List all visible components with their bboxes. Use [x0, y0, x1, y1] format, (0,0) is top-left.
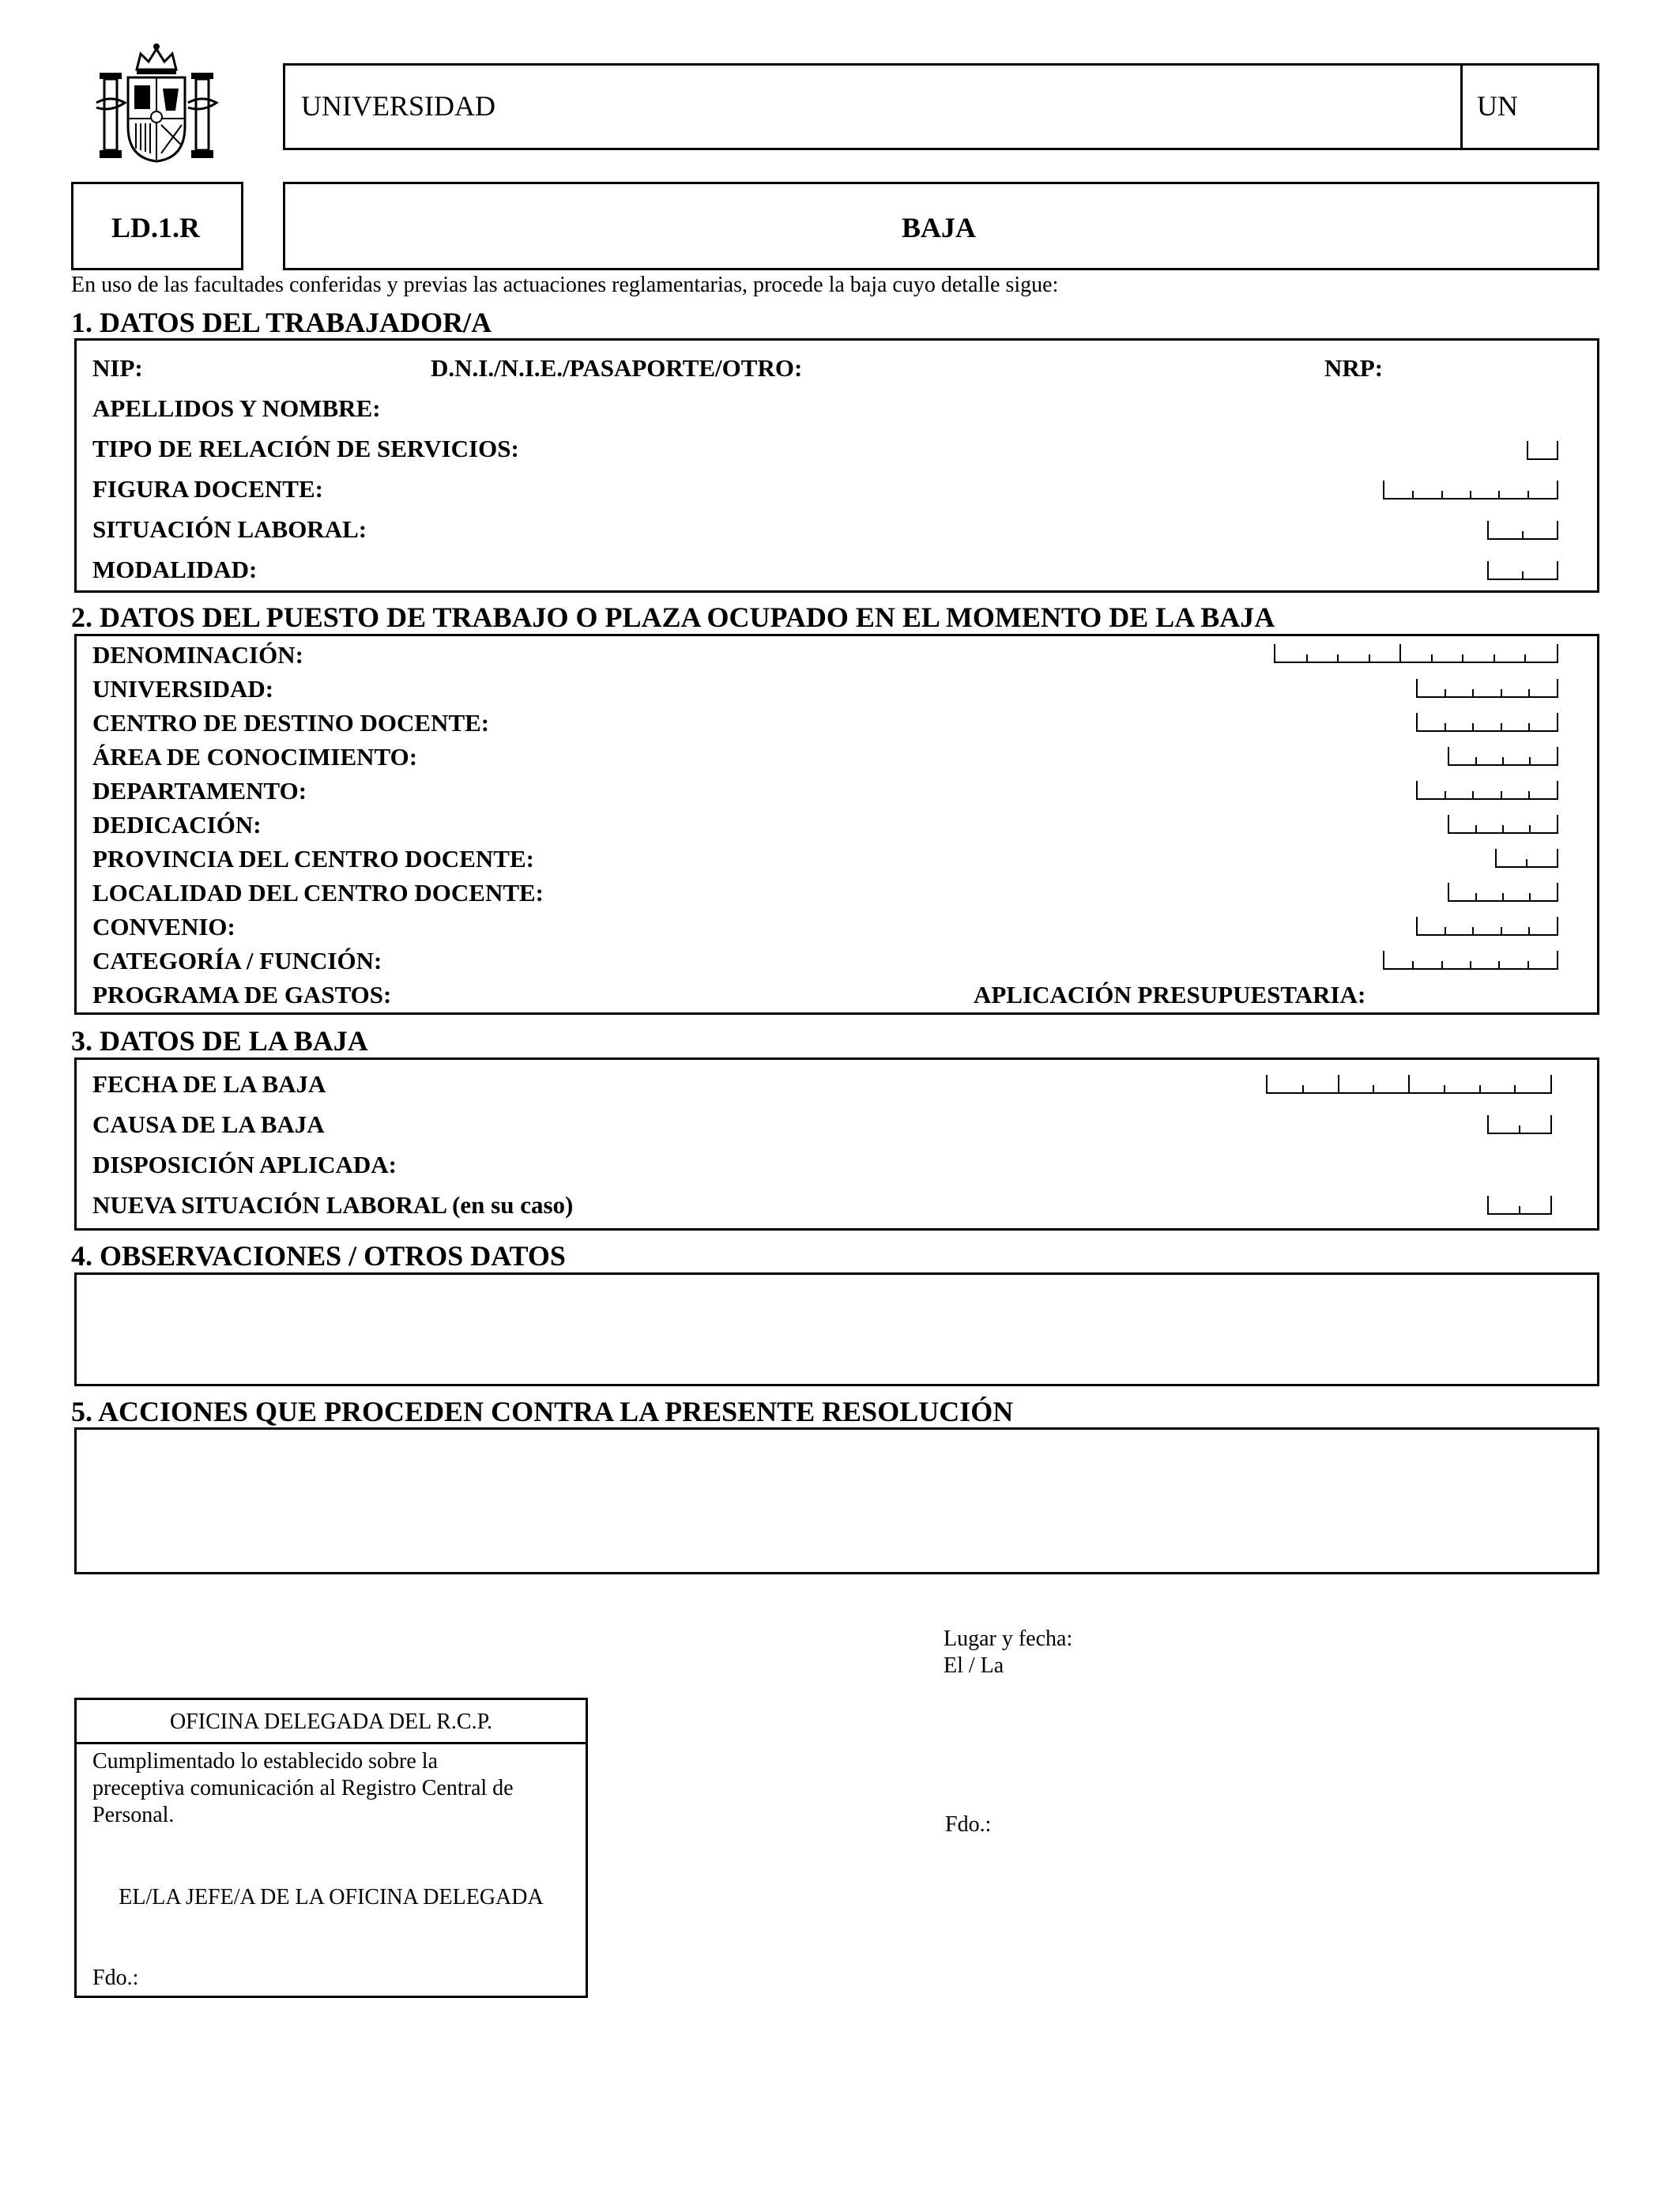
relation-type-cells[interactable]	[1527, 441, 1558, 460]
office-title-row	[77, 1700, 586, 1744]
locality-label: LOCALIDAD DEL CENTRO DOCENTE:	[92, 879, 544, 907]
leave-date-cells[interactable]	[1266, 1075, 1552, 1094]
cell-divider	[1338, 1075, 1339, 1092]
university-field	[283, 63, 1599, 150]
leave-date-label: FECHA DE LA BAJA	[92, 1070, 326, 1098]
cell-divider	[1472, 791, 1474, 798]
section-3-title: 3. DATOS DE LA BAJA	[71, 1025, 368, 1057]
office-title: OFICINA DELEGADA DEL R.C.P.	[169, 1710, 493, 1734]
cell-divider	[1501, 927, 1502, 934]
cell-divider	[1412, 961, 1414, 968]
teaching-figure-cells[interactable]	[1383, 481, 1558, 499]
category-cells[interactable]	[1383, 951, 1558, 970]
agreement-cells[interactable]	[1416, 917, 1558, 936]
cell-divider	[1501, 791, 1502, 798]
cell-divider	[1441, 961, 1443, 968]
actions-box[interactable]	[74, 1427, 1599, 1574]
dedication-label: DEDICACIÓN:	[92, 811, 262, 839]
university-cells[interactable]	[1416, 679, 1558, 698]
cell-divider	[1399, 644, 1401, 662]
knowledge-area-label: ÁREA DE CONOCIMIENTO:	[92, 743, 418, 771]
denomination-cells[interactable]	[1274, 644, 1558, 663]
cell-divider	[1472, 723, 1474, 730]
cell-divider	[1519, 1125, 1520, 1133]
cell-divider	[1524, 654, 1526, 662]
section-4-title: 4. OBSERVACIONES / OTROS DATOS	[71, 1240, 566, 1272]
cell-divider	[1445, 791, 1446, 798]
university-label-2: UNIVERSIDAD:	[92, 675, 274, 703]
office-signed: Fdo.:	[92, 1966, 139, 1990]
category-label: CATEGORÍA / FUNCIÓN:	[92, 947, 382, 974]
university-label: UNIVERSIDAD	[301, 90, 495, 122]
cell-divider	[1472, 689, 1474, 696]
cell-divider	[1408, 1075, 1410, 1092]
code-label: UN	[1477, 90, 1518, 122]
province-cells[interactable]	[1495, 849, 1558, 868]
locality-cells[interactable]	[1448, 883, 1558, 902]
cell-divider	[1501, 723, 1502, 730]
department-cells[interactable]	[1416, 781, 1558, 800]
agreement-label: CONVENIO:	[92, 913, 235, 941]
cell-divider	[1527, 491, 1529, 498]
cell-divider	[1494, 654, 1495, 662]
center-cells[interactable]	[1416, 713, 1558, 732]
cell-divider	[1445, 689, 1446, 696]
nrp-label: NRP:	[1324, 354, 1384, 382]
intro-text: En uso de las facultades conferidas y previas las actuaciones reglamentarias, procede la baja cuyo detalle sigue:	[71, 273, 1059, 297]
coat-of-arms-seal	[93, 40, 220, 166]
budget-application-label: APLICACIÓN PRESUPUESTARIA:	[974, 981, 1366, 1008]
office-line-1: Cumplimentado lo establecido sobre la	[92, 1749, 439, 1774]
cell-divider	[1528, 723, 1530, 730]
leave-cause-label: CAUSA DE LA BAJA	[92, 1110, 325, 1138]
cell-divider	[1502, 757, 1504, 764]
cell-divider	[1475, 893, 1477, 900]
cell-divider	[1529, 893, 1531, 900]
employment-status-label: SITUACIÓN LABORAL:	[92, 515, 367, 543]
modality-cells[interactable]	[1487, 561, 1558, 580]
section-1-title: 1. DATOS DEL TRABAJADOR/A	[71, 307, 492, 338]
cell-divider	[1441, 491, 1443, 498]
cell-divider	[1472, 927, 1474, 934]
cell-divider	[1431, 654, 1433, 662]
observations-box[interactable]	[74, 1272, 1599, 1386]
cell-divider	[1514, 1085, 1516, 1092]
cell-divider	[1369, 654, 1370, 662]
cell-divider	[1502, 893, 1504, 900]
cell-divider	[1444, 1085, 1445, 1092]
cell-divider	[1528, 927, 1530, 934]
cell-divider	[1522, 571, 1524, 579]
cell-divider	[1337, 654, 1339, 662]
office-line-2: preceptiva comunicación al Registro Central de	[92, 1776, 514, 1800]
cell-divider	[1302, 1085, 1304, 1092]
cell-divider	[1445, 927, 1446, 934]
office-head: EL/LA JEFE/A DE LA OFICINA DELEGADA	[119, 1885, 544, 1909]
form-title-box	[283, 182, 1599, 270]
cell-divider	[1479, 1085, 1481, 1092]
new-status-label: NUEVA SITUACIÓN LABORAL (en su caso)	[92, 1191, 574, 1219]
modality-label: MODALIDAD:	[92, 556, 258, 583]
office-line-3: Personal.	[92, 1803, 175, 1827]
teaching-figure-label: FIGURA DOCENTE:	[92, 475, 323, 503]
cell-divider	[1498, 961, 1500, 968]
cell-divider	[1528, 689, 1530, 696]
cell-divider	[1475, 757, 1477, 764]
cell-divider	[1519, 1206, 1520, 1213]
cell-divider	[1528, 791, 1530, 798]
code-divider	[1460, 66, 1463, 148]
relation-type-label: TIPO DE RELACIÓN DE SERVICIOS:	[92, 435, 519, 462]
cell-divider	[1501, 689, 1502, 696]
cell-divider	[1529, 825, 1531, 832]
office-box	[74, 1698, 588, 1998]
cell-divider	[1527, 961, 1529, 968]
nip-label: NIP:	[92, 354, 143, 382]
cell-divider	[1475, 825, 1477, 832]
employment-status-cells[interactable]	[1487, 521, 1558, 540]
dedication-cells[interactable]	[1448, 815, 1558, 834]
center-label: CENTRO DE DESTINO DOCENTE:	[92, 709, 490, 737]
cell-divider	[1412, 491, 1414, 498]
form-code: LD.1.R	[111, 212, 201, 243]
cell-divider	[1445, 723, 1446, 730]
leave-cause-cells[interactable]	[1487, 1115, 1552, 1134]
cell-divider	[1526, 859, 1527, 866]
form-code-box	[71, 182, 243, 270]
cell-divider	[1529, 757, 1531, 764]
section-5-title: 5. ACCIONES QUE PROCEDEN CONTRA LA PRESENTE RESOLUCIÓN	[71, 1396, 1014, 1427]
knowledge-area-cells[interactable]	[1448, 747, 1558, 766]
name-label: APELLIDOS Y NOMBRE:	[92, 394, 381, 422]
signature-signed-label: Fdo.:	[945, 1812, 992, 1837]
denomination-label: DENOMINACIÓN:	[92, 641, 303, 669]
dni-label: D.N.I./N.I.E./PASAPORTE/OTRO:	[431, 354, 803, 382]
cell-divider	[1470, 491, 1471, 498]
expense-program-label: PROGRAMA DE GASTOS:	[92, 981, 392, 1008]
cell-divider	[1373, 1085, 1374, 1092]
cell-divider	[1522, 531, 1524, 538]
el-la-label: El / La	[944, 1653, 1004, 1678]
form-title: BAJA	[902, 212, 977, 243]
province-label: PROVINCIA DEL CENTRO DOCENTE:	[92, 845, 534, 873]
cell-divider	[1470, 961, 1471, 968]
cell-divider	[1502, 825, 1504, 832]
cell-divider	[1462, 654, 1463, 662]
provision-label: DISPOSICIÓN APLICADA:	[92, 1151, 397, 1178]
place-date-label: Lugar y fecha:	[944, 1627, 1073, 1651]
cell-divider	[1498, 491, 1500, 498]
new-status-cells[interactable]	[1487, 1196, 1552, 1215]
department-label: DEPARTAMENTO:	[92, 777, 307, 805]
cell-divider	[1306, 654, 1308, 662]
section-2-title: 2. DATOS DEL PUESTO DE TRABAJO O PLAZA OCUPADO EN EL MOMENTO DE LA BAJA	[71, 601, 1275, 633]
